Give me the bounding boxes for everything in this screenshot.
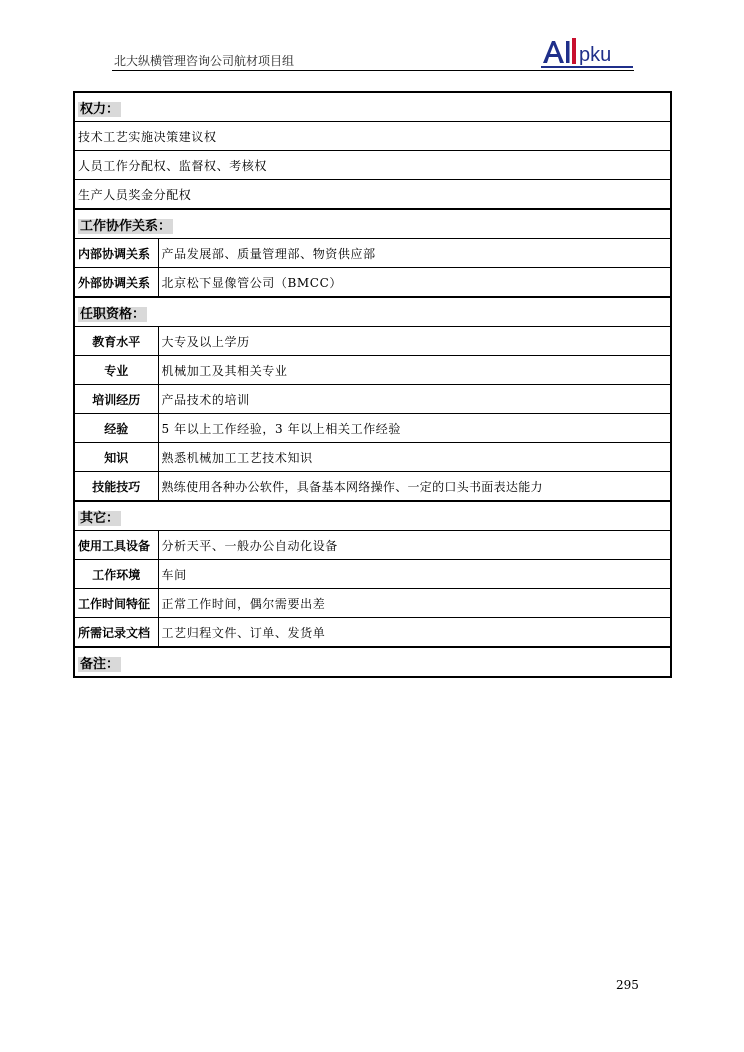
qualification-label: 技能技巧 (74, 472, 158, 502)
page-number: 295 (616, 978, 639, 992)
other-value: 分析天平、一般办公自动化设备 (158, 531, 671, 560)
other-label: 所需记录文档 (74, 618, 158, 648)
qualification-label: 教育水平 (74, 327, 158, 356)
qualification-value: 熟练使用各种办公软件，具备基本网络操作、一定的口头书面表达能力 (158, 472, 671, 502)
qualification-label: 专业 (74, 356, 158, 385)
other-value: 车间 (158, 560, 671, 589)
other-label: 使用工具设备 (74, 531, 158, 560)
section-title-other: 其它： (80, 510, 120, 526)
qualification-row (74, 327, 671, 356)
section-row-remarks (74, 647, 671, 677)
qualification-value: 机械加工及其相关专业 (158, 356, 671, 385)
internal-relations-row (74, 239, 671, 268)
alpku-logo (541, 36, 633, 70)
qualification-label: 经验 (74, 414, 158, 443)
qualification-value: 5 年以上工作经验，3 年以上相关工作经验 (158, 414, 671, 443)
header-text: 北大纵横管理咨询公司航材项目组 (114, 54, 295, 68)
other-label: 工作时间特征 (74, 589, 158, 618)
section-row-qualifications (74, 297, 671, 327)
authority-item: 生产人员奖金分配权 (74, 180, 671, 210)
header-rule (112, 70, 634, 71)
other-row (74, 589, 671, 618)
external-relations-value: 北京松下显像管公司（BMCC） (158, 268, 671, 298)
qualification-row (74, 356, 671, 385)
other-label: 工作环境 (74, 560, 158, 589)
authority-item: 人员工作分配权、监督权、考核权 (74, 151, 671, 180)
section-title-qualifications: 任职资格： (80, 306, 146, 322)
section-title-remarks: 备注： (80, 656, 120, 672)
svg-text:pku: pku (579, 44, 612, 66)
external-relations-row (74, 268, 671, 298)
job-description-table (73, 91, 672, 678)
external-relations-label: 外部协调关系 (74, 268, 158, 298)
other-row (74, 560, 671, 589)
qualification-row (74, 443, 671, 472)
authority-item-row (74, 122, 671, 151)
authority-item: 技术工艺实施决策建议权 (74, 122, 671, 151)
qualification-value: 大专及以上学历 (158, 327, 671, 356)
qualification-label: 知识 (74, 443, 158, 472)
qualification-value: 产品技术的培训 (158, 385, 671, 414)
other-row (74, 531, 671, 560)
other-value: 正常工作时间，偶尔需要出差 (158, 589, 671, 618)
section-title-relations: 工作协作关系： (80, 218, 172, 234)
authority-item-row (74, 151, 671, 180)
section-title-authority: 权力： (80, 101, 120, 117)
internal-relations-label: 内部协调关系 (74, 239, 158, 268)
qualification-row (74, 472, 671, 502)
other-row (74, 618, 671, 648)
qualification-value: 熟悉机械加工工艺技术知识 (158, 443, 671, 472)
section-row-other (74, 501, 671, 531)
section-row-authority (74, 92, 671, 122)
internal-relations-value: 产品发展部、质量管理部、物资供应部 (158, 239, 671, 268)
qualification-row (74, 414, 671, 443)
qualification-row (74, 385, 671, 414)
section-row-relations (74, 209, 671, 239)
qualification-label: 培训经历 (74, 385, 158, 414)
other-value: 工艺归程文件、订单、发货单 (158, 618, 671, 648)
authority-item-row (74, 180, 671, 210)
